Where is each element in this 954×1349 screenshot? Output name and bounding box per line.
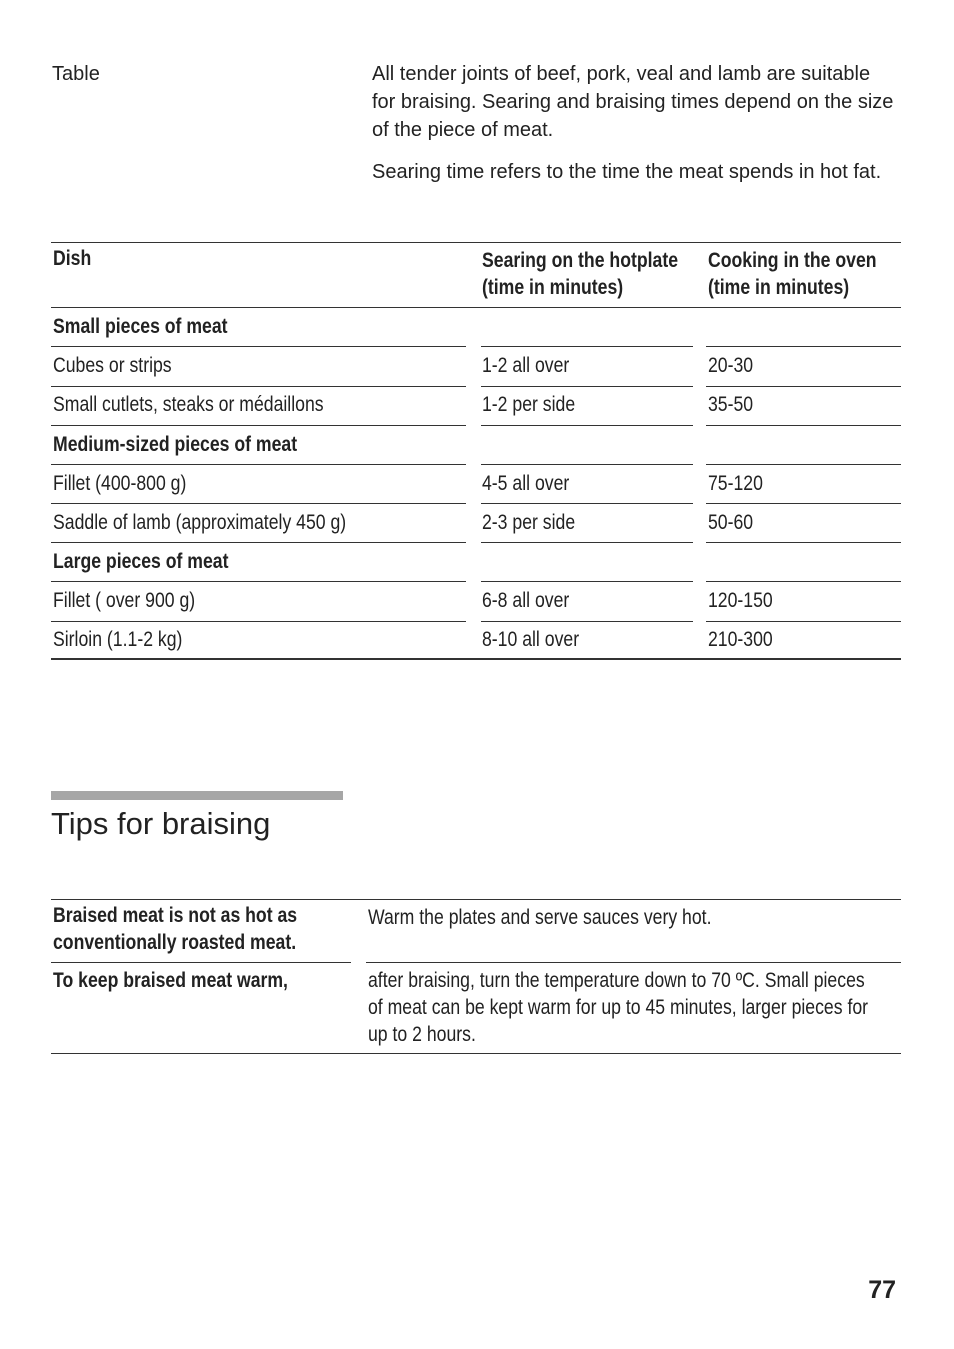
- row-rule: [706, 386, 901, 387]
- section-row-medium: Medium-sized pieces of meat: [53, 433, 298, 456]
- header-searing: [482, 247, 678, 301]
- row-rule: [706, 503, 901, 504]
- row-rule: [481, 386, 693, 387]
- dish-cell: Sirloin (1.1-2 kg): [53, 628, 183, 651]
- header-oven: [708, 247, 877, 301]
- searing-cell: 6-8 all over: [482, 589, 570, 612]
- row-rule: [706, 621, 901, 622]
- header-oven-line-2: (time in minutes): [708, 276, 850, 299]
- tip-problem-1-line-2: conventionally roasted meat.: [53, 931, 297, 954]
- tip-solution-2-line-2: of meat can be kept warm for up to 45 minutes, larger pieces for: [368, 996, 869, 1019]
- oven-cell: 50-60: [708, 511, 754, 534]
- row-rule: [51, 464, 466, 465]
- oven-cell: 35-50: [708, 393, 754, 416]
- tip-problem-1-line-1: Braised meat is not as hot as: [53, 904, 298, 927]
- row-rule: [481, 346, 693, 347]
- tip-problem-1: [53, 902, 297, 956]
- row-rule: [706, 581, 901, 582]
- tips-top-rule: [51, 899, 901, 900]
- row-rule: [481, 542, 693, 543]
- tip-solution-2-line-1: after braising, turn the temperature down to 70 ºC. Small pieces: [368, 969, 865, 992]
- row-rule: [481, 581, 693, 582]
- row-rule: [51, 425, 466, 426]
- header-oven-line-1: Cooking in the oven: [708, 249, 877, 272]
- intro-paragraph-2: Searing time refers to the time the meat spends in hot fat.: [372, 161, 882, 183]
- row-rule: [706, 464, 901, 465]
- row-rule: [51, 346, 466, 347]
- dish-cell: Saddle of lamb (approximately 450 g): [53, 511, 347, 534]
- row-rule: [481, 464, 693, 465]
- row-rule: [51, 503, 466, 504]
- table-top-rule: [51, 242, 901, 243]
- oven-cell: 20-30: [708, 354, 754, 377]
- searing-cell: 2-3 per side: [482, 511, 576, 534]
- tip-solution-2: [368, 967, 868, 1048]
- tip-solution-1: [368, 904, 711, 931]
- tips-row-rule: [51, 962, 351, 963]
- searing-cell: 1-2 all over: [482, 354, 570, 377]
- dish-cell: Cubes or strips: [53, 354, 172, 377]
- tip-problem-2: [53, 967, 288, 994]
- header-bottom-rule: [51, 307, 901, 308]
- dish-cell: Fillet (400-800 g): [53, 472, 187, 495]
- searing-cell: 4-5 all over: [482, 472, 570, 495]
- row-rule: [706, 425, 901, 426]
- section-bar: [51, 791, 343, 800]
- header-searing-line-2: (time in minutes): [482, 276, 624, 299]
- tip-solution-2-line-3: up to 2 hours.: [368, 1023, 476, 1046]
- dish-cell: Small cutlets, steaks or médaillons: [53, 393, 324, 416]
- row-rule: [481, 503, 693, 504]
- section-row-small: Small pieces of meat: [53, 315, 228, 338]
- side-label: Table: [52, 63, 100, 85]
- header-searing-line-1: Searing on the hotplate: [482, 249, 679, 272]
- searing-cell: 1-2 per side: [482, 393, 576, 416]
- oven-cell: 120-150: [708, 589, 773, 612]
- tip-problem-2-line-1: To keep braised meat warm,: [53, 969, 288, 992]
- row-rule: [481, 621, 693, 622]
- intro-paragraph-1: All tender joints of beef, pork, veal and lamb are suitable for braising. Searing and braising times depend on the size of the piece of meat.: [372, 63, 894, 141]
- tip-solution-1-line-1: Warm the plates and serve sauces very hot.: [368, 906, 712, 929]
- dish-cell: Fillet ( over 900 g): [53, 589, 196, 612]
- intro-text: [372, 60, 897, 200]
- row-rule: [51, 542, 466, 543]
- row-rule: [51, 386, 466, 387]
- oven-cell: 75-120: [708, 472, 763, 495]
- searing-cell: 8-10 all over: [482, 628, 580, 651]
- section-row-large: Large pieces of meat: [53, 550, 229, 573]
- row-rule: [706, 346, 901, 347]
- row-rule: [51, 581, 466, 582]
- oven-cell: 210-300: [708, 628, 773, 651]
- row-rule: [51, 621, 466, 622]
- row-rule: [706, 542, 901, 543]
- page-number: 77: [868, 1276, 896, 1304]
- tips-bottom-rule: [51, 1053, 901, 1054]
- header-dish: Dish: [53, 247, 92, 270]
- row-rule: [481, 425, 693, 426]
- tips-row-rule: [366, 962, 901, 963]
- section-title: Tips for braising: [51, 806, 271, 841]
- table-bottom-rule: [51, 658, 901, 660]
